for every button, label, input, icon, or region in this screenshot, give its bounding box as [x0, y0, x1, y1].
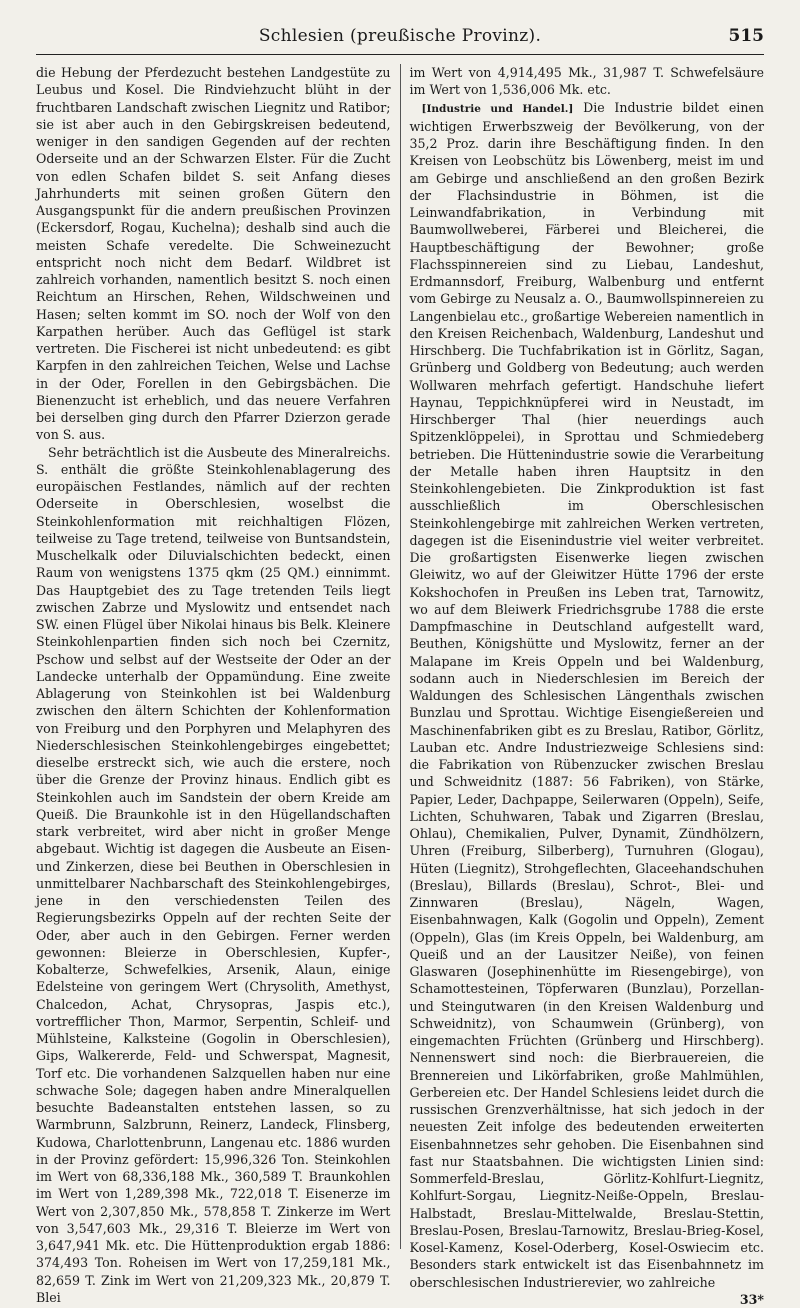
signature-mark: 33* [739, 1291, 764, 1307]
page-header [36, 26, 764, 55]
section-label: [Industrie und Handel.] [421, 102, 574, 115]
paragraph-industry [410, 99, 765, 1291]
industry-text: Die Industrie bildet einen wichtigen Erwerbszweig der Bevölkerung, von der 35,2 Proz. darin ihre Beschäftigung finden. In den Kreisen von Leobschütz bis Löwenberg, meist im und am Gebirge und anschließend an den großen Bezirk der Flachsindustrie in Böhmen, ist die Leinwandfabrikation, in Verbindung mit Baumwollweberei, Färberei und Bleicherei, die Hauptbeschäftigung der Bewohner; große Flachsspinnereien sind zu Liebau, Landeshut, Erdmannsdorf, Freiburg, Walbenburg und entfernt vom Gebirge zu Neusalz a. O., Baumwollspinnereien zu Langenbielau etc., großartige Webereien namentlich in den Kreisen Reichenbach, Waldenburg, Landeshut und Hirschberg. Die Tuchfabrikation ist in Görlitz, Sagan, Grünberg und Goldberg von Bedeutung; auch werden Wollwaren mehrfach gefertigt. Handschuhe liefert Haynau, Teppichknüpferei wird in Neustadt, im Hirschberger Thal (hier neuerdings auch Spitzenklöppelei), in Sprottau und Schmiedeberg betrieben. Die Hüttenindustrie sowie die Verarbeitung der Metalle haben ihren Hauptsitz in den Steinkohlengebieten. Die Zinkproduktion ist fast ausschließlich im Oberschlesischen Steinkohlengebirge mit zahlreichen Werken vertreten, dagegen ist die Eisenindustrie viel weiter verbreitet. Die großartigsten Eisenwerke liegen zwischen Gleiwitz, wo auf der Gleiwitzer Hütte 1796 der erste Kokshochofen in Preußen ins Leben trat, Tarnowitz, wo auf dem Bleiwerk Friedrichsgrube 1788 die erste Dampfmaschine in Deutschland aufgestellt ward, Beuthen, Königshütte und Myslowitz, ferner an der Malapane im Kreis Oppeln und bei Waldenburg, sodann auch in Niederschlesien im Bereich der Waldungen des Schlesischen Längenthals zwischen Bunzlau und Sprottau. Wichtige Eisengießereien und Maschinenfabriken gibt es zu Breslau, Ratibor, Görlitz, Lauban etc. Andre Industriezweige Schlesiens sind: die Fabrikation von Rübenzucker zwischen Breslau und Schweidnitz (1887: 56 Fabriken), von Stärke, Papier, Leder, Dachpappe, Seilerwaren (Oppeln), Seife, Lichten, Schuhwaren, Tabak und Zigarren (Breslau, Ohlau), Chemikalien, Pulver, Dynamit, Zündhölzern, Uhren (Freiburg, Silberberg), Turnuhren (Glogau), Hüten (Liegnitz), Strohgeflechten, Glaceehandschuhen (Breslau), Billards (Breslau), Schrot-, Blei- und Zinnwaren (Breslau), Nägeln, Wagen, Eisenbahnwagen, Kalk (Gogolin und Oppeln), Zement (Oppeln), Glas (im Kreis Oppeln, bei Waldenburg, am Queiß und an der Lausitzer Neiße), von feinen Glaswaren (Josephinenhütte im Riesengebirge), von Schamottesteinen, Töpferwaren (Bunzlau), Porzellan- und Steingutwaren (in den Kreisen Waldenburg und Schweidnitz), von Schaumwein (Grünberg), von eingemachten Früchten (Grünberg und Hirschberg). Nennenswert sind noch: die Bierbrauereien, die Brennereien und Likörfabriken, große Mahlmühlen, Gerbereien etc. Der Handel Schlesiens leidet durch die russischen Grenzverhältnisse, hat sich jedoch in der neuesten Zeit infolge des bedeutenden erweiterten Eisenbahnnetzes sehr gehoben. Die Eisenbahnen sind fast nur Staatsbahnen. Die wichtigsten Linien sind: Sommerfeld-Breslau, Görlitz-Kohlfurt-Liegnitz, Kohlfurt-Sorgau, Liegnitz-Neiße-Oppeln, Breslau-Halbstadt, Breslau-Mittelwalde, Breslau-Stettin, Breslau-Posen, Breslau-Tarnowitz, Breslau-Brieg-Kosel, Kosel-Kamenz, Kosel-Oderberg, Kosel-Oswiecim etc. Besonders stark entwickelt ist das Eisenbahnnetz im oberschlesischen Industrierevier, wo zahlreiche [409, 99, 765, 1290]
running-title: Schlesien (preußische Provinz). [258, 26, 542, 46]
text-columns [36, 64, 765, 1307]
paragraph-minerals: Sehr beträchtlich ist die Ausbeute des Mineralreichs. S. enthält die größte Steinkohlenablagerung des europäischen Festlandes, nämlich auf der rechten Oderseite in Oberschlesien, woselbst die Steinkohlenformation mit reichhaltigen Flözen, teilweise zu Tage tretend, teilweise von Buntsandstein, Muschelkalk oder Diluvialschichten bedeckt, einen Raum von wenigstens 1375 qkm (25 QM.) einnimmt. Das Hauptgebiet des zu Tage tretenden Teils liegt zwischen Zabrze und Myslowitz und entsendet nach SW. einen Flügel über Nikolai hinaus bis Belk. Kleinere Steinkohlenpartien finden sich noch bei Czernitz, Pschow und selbst auf der Westseite der Oder an der Landecke unterhalb der Oppamündung. Eine zweite Ablagerung von Steinkohlen ist bei Waldenburg zwischen den ältern Schichten der Kohlenformation von Freiburg und den Porphyren und Melaphyren des Niederschlesischen Steinkohlengebirges eingebettet; dieselbe erstreckt sich, wie auch die erstere, noch über die Grenze der Provinz hinaus. Endlich gibt es Steinkohlen auch im Sandstein der obern Kreide am Queiß. Die Braunkohle ist in den Hügellandschaften stark verbreitet, wird aber nicht in großer Menge abgebaut. Wichtig ist dagegen die Ausbeute an Eisen- und Zinkerzen, diese bei Beuthen in Oberschlesien in unmittelbarer Nachbarschaft des Steinkohlengebirges, jene in den verschiedensten Teilen des Regierungsbezirks Oppeln auf der rechten Seite der Oder, aber auch in den Gebirgen. Ferner werden gewonnen: Bleierze in Oberschlesien, Kupfer-, Kobalterze, Schwefelkies, Arsenik, Alaun, einige Edelsteine von geringem Wert (Chrysolith, Amethyst, Chalcedon, Achat, Chrysopras, Jaspis etc.), vortrefflicher Thon, Marmor, Serpentin, Schleif- und Mühlsteine, Kalksteine (Gogolin in Oberschlesien), Gips, Walkererde, Feld- und Schwerspat, Magnesit, Torf etc. Die vorhandenen Salzquellen haben nur eine schwache Sole; dagegen haben andre Mineralquellen besuchte Badeanstalten entstehen lassen, so zu Warmbrunn, Salzbrunn, Reinerz, Landeck, Flinsberg, Kudowa, Charlottenbrunn, Langenau etc. 1886 wurden in der Provinz gefördert: 15,996,326 Ton. Steinkohlen im Wert von 68,336,188 Mk., 360,589 T. Braunkohlen im Wert von 1,289,398 Mk., 722,018 T. Eisenerze im Wert von 2,307,850 Mk., 578,858 T. Zinkerze im Wert von 3,547,603 Mk., 29,316 T. Bleierze im Wert von 3,647,941 Mk. etc. Die Hüttenproduktion ergab 1886: 374,493 Ton. Roheisen im Wert von 17,259,181 Mk., 82,659 T. Zink im Wert von 21,209,323 Mk., 20,879 T. Blei [36, 444, 391, 1305]
paragraph-animal-husbandry: die Hebung der Pferdezucht bestehen Landgestüte zu Leubus und Kosel. Die Rindviehzucht blüht in der fruchtbaren Landschaft zwischen Liegnitz und Ratibor; sie ist aber auch in den Gebirgskreisen bedeutend, weniger in den sandigen Gegenden auf der rechten Oderseite und an der Schwarzen Elster. Für die Zucht von edlen Schafen bildet S. seit Anfang dieses Jahrhunderts mit seinen großen Gütern den Ausgangspunkt für die andern preußischen Provinzen (Eckersdorf, Rogau, Kuchelna); deshalb sind auch die meisten Schafe veredelte. Die Schweinezucht entspricht noch nicht dem Bedarf. Wildbret ist zahlreich vorhanden, namentlich besitzt S. noch einen Reichtum an Hirschen, Rehen, Wildschweinen und Hasen; selten kommt im SO. noch der Wolf von den Karpathen herüber. Auch das Geflügel ist stark vertreten. Die Fischerei ist nicht unbedeutend: es gibt Karpfen in den zahlreichen Teichen, Welse und Lachse in der Oder, Forellen in den Gebirgsbächen. Die Bienenzucht ist erheblich, und das neuere Verfahren bei derselben ging durch den Pfarrer Dzierzon gerade von S. aus. [36, 65, 391, 443]
left-column [36, 64, 401, 1305]
paragraph-continuation: im Wert von 4,914,495 Mk., 31,987 T. Schwefelsäure im Wert von 1,536,006 Mk. etc. [409, 65, 764, 98]
right-column [401, 64, 765, 1307]
page-number: 515 [728, 26, 764, 46]
